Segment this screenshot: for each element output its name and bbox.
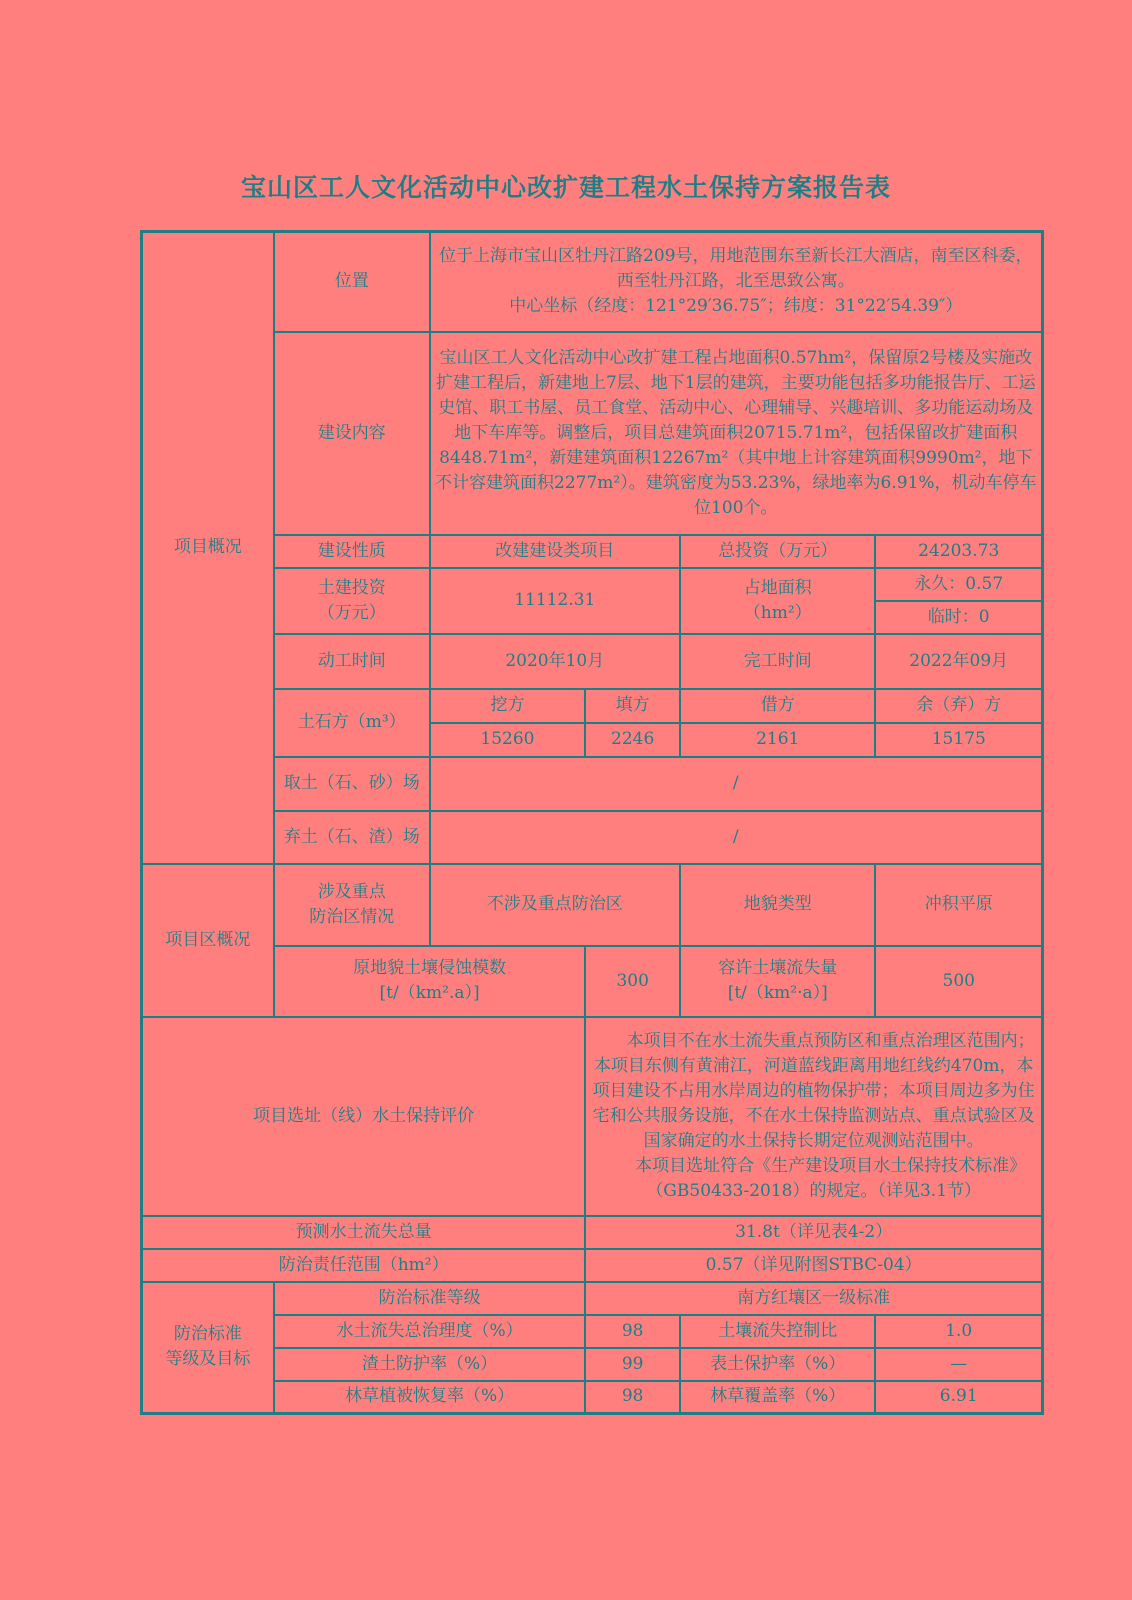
standard-label: 林草植被恢复率（%）: [274, 1381, 586, 1414]
earthwork-label: 土石方（m³）: [274, 689, 430, 757]
table-row: [142, 811, 1043, 864]
allowable-label-line1: 容许土壤流失量: [718, 958, 838, 978]
key-zone-label: [274, 864, 430, 946]
site-evaluation-paragraph-1: 本项目不在水土流失重点预防区和重点治理区范围内；本项目东侧有黄浦江，河道蓝线距离用地红线约470m，本项目建设不占用水岸周边的植物保护带；本项目周边多为住宅和公共服务设施，不在水土保持监测站点、重点试验区及国家确定的水土保持长期定位观测站范围中。: [592, 1030, 1035, 1151]
standard-label: 渣土防护率（%）: [274, 1348, 586, 1381]
page-title: 宝山区工人文化活动中心改扩建工程水土保持方案报告表: [240, 173, 891, 202]
table-row: [142, 946, 1043, 1017]
section-standards-line1: 防治标准: [173, 1324, 242, 1345]
nature-value: 改建建设类项目: [430, 535, 680, 568]
table-row: [142, 757, 1043, 811]
loss-value: 31.8t（详见表4-2）: [585, 1216, 1042, 1249]
location-cell: [430, 232, 1043, 332]
area-label: [680, 568, 875, 634]
standard-label-2: 土壤流失控制比: [680, 1315, 875, 1348]
erosion-label: [274, 946, 586, 1017]
standard-value: 99: [585, 1348, 680, 1381]
finish-value: 2022年09月: [875, 634, 1042, 689]
table-row: [142, 1249, 1043, 1282]
earthwork-header-borrow: 借方: [680, 689, 875, 723]
allowable-label: [680, 946, 875, 1017]
earthwork-value-spoil: 15175: [875, 723, 1042, 757]
table-row: [142, 1017, 1043, 1216]
earthwork-header-cut: 挖方: [430, 689, 586, 723]
table-row: [142, 1216, 1043, 1249]
earthwork-header-fill: 填方: [585, 689, 680, 723]
table-row: [142, 232, 1043, 332]
civil-invest-label-line2: （万元）: [317, 602, 386, 623]
erosion-value: 300: [585, 946, 680, 1017]
key-zone-label-line2: 防治区情况: [309, 906, 395, 927]
start-value: 2020年10月: [430, 634, 680, 689]
erosion-label-line2: [t/（km².a）]: [379, 983, 480, 1003]
table-row: [142, 1348, 1043, 1381]
landform-label: 地貌类型: [680, 864, 875, 946]
table-row: [142, 1381, 1043, 1414]
finish-label: 完工时间: [680, 634, 875, 689]
location-text: 位于上海市宝山区牡丹江路209号，用地范围东至新长江大酒店，南至区科委，西至牡丹江路，北至思致公寓。: [439, 246, 1033, 292]
table-row: [142, 634, 1043, 689]
standard-value-2: —: [875, 1348, 1042, 1381]
site-evaluation-label: 项目选址（线）水土保持评价: [142, 1017, 586, 1216]
civil-invest-label: [274, 568, 430, 634]
standard-value: 98: [585, 1315, 680, 1348]
area-temporary: 临时：0: [875, 601, 1042, 634]
grade-value: 南方红壤区一级标准: [585, 1282, 1042, 1315]
section-standards: [142, 1282, 274, 1414]
content-text: 宝山区工人文化活动中心改扩建工程占地面积0.57hm²，保留原2号楼及实施改扩建工程后，新建地上7层、地下1层的建筑，主要功能包括多功能报告厅、工运史馆、职工书屋、员工食堂、活动中心、心理辅导、兴趣培训、多功能运动场及地下车库等。调整后，项目总建筑面积20715.71m²，包括保留改扩建面积8448.71m²，新建建筑面积12267m²（其中地上计容建筑面积9990m²，地下不计容建筑面积2277m²）。建筑密度为53.23%，绿地率为6.91%，机动车停车位100个。: [430, 332, 1043, 535]
nature-label: 建设性质: [274, 535, 430, 568]
section-project-overview: 项目概况: [142, 232, 274, 864]
standard-value-2: 6.91: [875, 1381, 1042, 1414]
area-permanent: 永久：0.57: [875, 568, 1042, 601]
area-label-line1: 占地面积: [743, 577, 812, 598]
landform-value: 冲积平原: [875, 864, 1042, 946]
content-label: 建设内容: [274, 332, 430, 535]
standard-label-2: 表土保护率（%）: [680, 1348, 875, 1381]
site-evaluation-paragraph-2: 本项目选址符合《生产建设项目水土保持技术标准》（GB50433-2018）的规定。（详见3.1节）: [635, 1155, 1027, 1201]
spoil-site-label: 弃土（石、渣）场: [274, 811, 430, 864]
table-row: [142, 1282, 1043, 1315]
allowable-label-line2: [t/（km²·a）]: [727, 983, 828, 1003]
scope-label: 防治责任范围（hm²）: [142, 1249, 586, 1282]
key-zone-value: 不涉及重点防治区: [430, 864, 680, 946]
erosion-label-line1: 原地貌土壤侵蚀模数: [353, 958, 507, 978]
key-zone-label-line1: 涉及重点: [317, 881, 386, 902]
start-label: 动工时间: [274, 634, 430, 689]
section-standards-line2: 等级及目标: [165, 1349, 251, 1370]
borrow-site-label: 取土（石、砂）场: [274, 757, 430, 811]
site-evaluation-cell: [585, 1017, 1042, 1216]
earthwork-value-cut: 15260: [430, 723, 586, 757]
borrow-site-value: /: [430, 757, 1043, 811]
table-row: [142, 864, 1043, 946]
standard-label-2: 林草覆盖率（%）: [680, 1381, 875, 1414]
table-row: [142, 332, 1043, 535]
civil-invest-label-line1: 土建投资: [317, 577, 386, 598]
civil-invest-value: 11112.31: [430, 568, 680, 634]
loss-label: 预测水土流失总量: [142, 1216, 586, 1249]
earthwork-value-borrow: 2161: [680, 723, 875, 757]
allowable-value: 500: [875, 946, 1042, 1017]
scope-value: 0.57（详见附图STBC-04）: [585, 1249, 1042, 1282]
standard-value: 98: [585, 1381, 680, 1414]
coordinates-text: 中心坐标（经度：121°29′36.75″；纬度：31°22′54.39″）: [509, 296, 963, 317]
table-row: [142, 568, 1043, 601]
table-row: [142, 535, 1043, 568]
report-table: [140, 230, 1044, 1415]
location-label: 位置: [274, 232, 430, 332]
earthwork-header-spoil: 余（弃）方: [875, 689, 1042, 723]
total-invest-value: 24203.73: [875, 535, 1042, 568]
area-label-line2: （hm²）: [743, 602, 812, 623]
grade-label: 防治标准等级: [274, 1282, 586, 1315]
standard-value-2: 1.0: [875, 1315, 1042, 1348]
total-invest-label: 总投资（万元）: [680, 535, 875, 568]
section-area-overview: 项目区概况: [142, 864, 274, 1017]
standard-label: 水土流失总治理度（%）: [274, 1315, 586, 1348]
table-row: [142, 689, 1043, 723]
table-row: [142, 1315, 1043, 1348]
spoil-site-value: /: [430, 811, 1043, 864]
earthwork-value-fill: 2246: [585, 723, 680, 757]
